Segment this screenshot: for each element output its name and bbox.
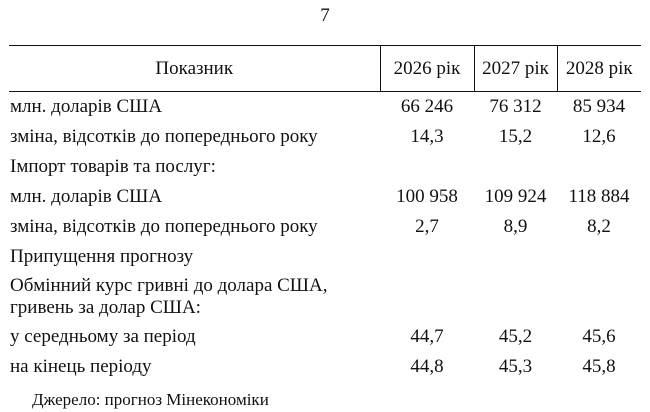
- row-label: Обмінний курс гривні до долара США, гривень за долар США:: [10, 275, 328, 318]
- row-label: зміна, відсотків до попереднього року: [10, 216, 318, 237]
- cell-2026: 2,7: [415, 216, 439, 237]
- row-label: у середньому за період: [10, 326, 196, 347]
- cell-2027: 45,2: [498, 326, 533, 347]
- cell-2026: [380, 242, 474, 272]
- cell-2028: 8,2: [587, 216, 611, 237]
- table-header-row: [9, 46, 641, 92]
- header-year-2026: 2026 рік: [380, 46, 474, 92]
- cell-2026: [380, 272, 474, 322]
- page-number: 7: [320, 5, 330, 26]
- source-note: Джерело: прогноз Мінекономіки: [32, 390, 269, 409]
- cell-2027: 15,2: [498, 126, 533, 147]
- cell-2028: 118 884: [568, 186, 630, 207]
- row-label: зміна, відсотків до попереднього року: [10, 126, 318, 147]
- cell-2026: 14,3: [410, 126, 444, 147]
- cell-2027: 45,3: [498, 356, 533, 377]
- header-indicator: Показник: [9, 46, 380, 92]
- row-label: Припущення прогнозу: [10, 246, 194, 267]
- cell-2026: 66 246: [400, 96, 454, 117]
- cell-2028: [557, 272, 641, 322]
- cell-2026: 44,8: [410, 356, 444, 377]
- forecast-table: [9, 45, 641, 382]
- row-label: млн. доларів США: [10, 186, 163, 207]
- cell-2027: 8,9: [503, 216, 528, 237]
- cell-2026: 44,7: [410, 326, 444, 347]
- table-row: [9, 212, 641, 242]
- cell-2028: 85 934: [572, 96, 626, 117]
- table-row: [9, 152, 641, 182]
- header-year-2027: 2027 рік: [474, 46, 557, 92]
- cell-2028: [557, 242, 641, 272]
- table-row: [9, 242, 641, 272]
- cell-2028: 45,6: [582, 326, 616, 347]
- cell-2028: 45,8: [582, 356, 616, 377]
- cell-2027: [474, 242, 557, 272]
- cell-2027: [474, 272, 557, 322]
- header-year-2028: 2028 рік: [557, 46, 641, 92]
- table-row: [9, 272, 641, 322]
- cell-2027: [474, 152, 557, 182]
- cell-2027: 109 924: [484, 186, 547, 207]
- row-label: млн. доларів США: [10, 96, 163, 117]
- table-row: [9, 92, 641, 123]
- row-label: на кінець періоду: [10, 356, 152, 377]
- row-label: Імпорт товарів та послуг:: [10, 156, 216, 177]
- table-row: [9, 182, 641, 212]
- cell-2026: [380, 152, 474, 182]
- cell-2027: 76 312: [489, 96, 542, 117]
- table-row: [9, 122, 641, 152]
- table-row: [9, 322, 641, 352]
- cell-2028: [557, 152, 641, 182]
- cell-2028: 12,6: [582, 126, 616, 147]
- table-row: [9, 352, 641, 382]
- cell-2026: 100 958: [396, 186, 458, 207]
